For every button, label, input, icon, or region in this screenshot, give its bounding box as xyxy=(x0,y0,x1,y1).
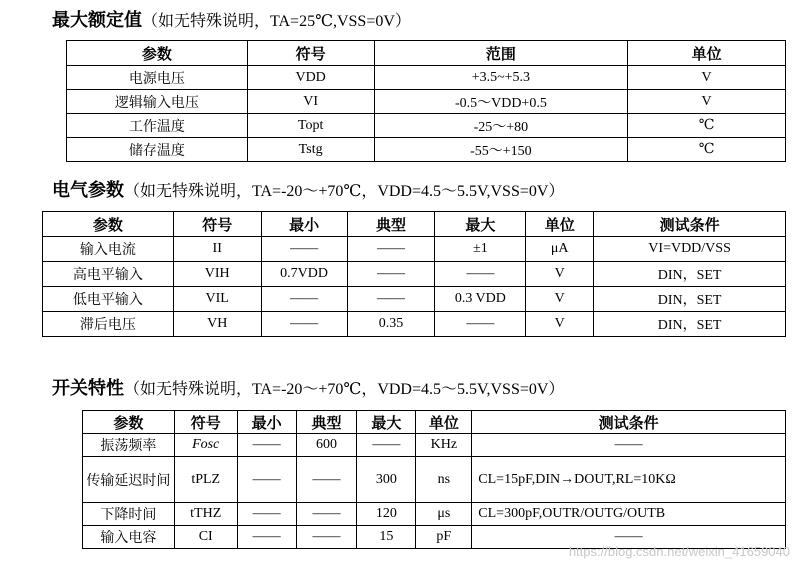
table-cell: V xyxy=(526,312,594,337)
table-cell: —— xyxy=(472,434,786,457)
table-cell: —— xyxy=(435,312,526,337)
table-row xyxy=(67,90,786,114)
table-cell: -25～+80 xyxy=(374,114,628,138)
table-cell: 储存温度 xyxy=(67,138,248,162)
table-header-row xyxy=(83,411,786,434)
table-row xyxy=(43,262,786,287)
header-cell: 符号 xyxy=(247,41,374,66)
table-cell: 15 xyxy=(357,526,416,549)
table-cell: V xyxy=(526,262,594,287)
table-cell: 高电平输入 xyxy=(43,262,174,287)
table-cell: —— xyxy=(435,262,526,287)
header-cell: 参数 xyxy=(67,41,248,66)
table-row xyxy=(83,503,786,526)
table-cell: V xyxy=(628,66,786,90)
table-cell: —— xyxy=(296,503,357,526)
table-row xyxy=(43,312,786,337)
header-cell: 符号 xyxy=(173,212,261,237)
table-cell: 工作温度 xyxy=(67,114,248,138)
header-cell: 参数 xyxy=(43,212,174,237)
table-row xyxy=(83,457,786,503)
table-cell: —— xyxy=(237,526,296,549)
table-cell: —— xyxy=(472,526,786,549)
table-cell: ℃ xyxy=(628,114,786,138)
section2-note: （如无特殊说明，TA=-20～+70℃，VDD=4.5～5.5V,VSS=0V） xyxy=(124,183,565,200)
table-cell: 120 xyxy=(357,503,416,526)
table-cell: V xyxy=(526,287,594,312)
section1-title: 最大额定值 xyxy=(52,10,142,31)
header-cell: 范围 xyxy=(374,41,628,66)
table-cell: pF xyxy=(416,526,472,549)
table-cell: KHz xyxy=(416,434,472,457)
table-cell: —— xyxy=(296,457,357,503)
table-cell: II xyxy=(173,237,261,262)
table-cell: V xyxy=(628,90,786,114)
header-cell: 测试条件 xyxy=(472,411,786,434)
section3-heading xyxy=(52,374,564,400)
table-cell: CL=300pF,OUTR/OUTG/OUTB xyxy=(472,503,786,526)
header-cell: 符号 xyxy=(174,411,237,434)
header-cell: 最小 xyxy=(237,411,296,434)
header-cell: 最大 xyxy=(357,411,416,434)
table-cell: VIH xyxy=(173,262,261,287)
header-cell: 典型 xyxy=(347,212,435,237)
table-cell: —— xyxy=(347,237,435,262)
table-cell: VDD xyxy=(247,66,374,90)
table-cell: —— xyxy=(357,434,416,457)
table-cell: DIN，SET xyxy=(594,287,786,312)
table-cell: DIN，SET xyxy=(594,262,786,287)
table-row xyxy=(67,66,786,90)
table-cell: Topt xyxy=(247,114,374,138)
table-cell: —— xyxy=(261,237,347,262)
header-cell: 测试条件 xyxy=(594,212,786,237)
table-cell: +3.5~+5.3 xyxy=(374,66,628,90)
table-cell: —— xyxy=(347,262,435,287)
watermark: https://blog.csdn.net/weixin_41659040 xyxy=(568,544,790,559)
table-cell: —— xyxy=(237,434,296,457)
table-cell: tPLZ xyxy=(174,457,237,503)
table-cell: Fosc xyxy=(174,434,237,457)
table-cell: 电源电压 xyxy=(67,66,248,90)
table-cell: ±1 xyxy=(435,237,526,262)
table-cell: -55～+150 xyxy=(374,138,628,162)
section1-heading xyxy=(52,6,411,32)
table-cell: 传输延迟时间 xyxy=(83,457,175,503)
table-row xyxy=(67,114,786,138)
header-cell: 单位 xyxy=(526,212,594,237)
section3-note: （如无特殊说明，TA=-20～+70℃，VDD=4.5～5.5V,VSS=0V） xyxy=(124,381,565,398)
table-header-row xyxy=(43,212,786,237)
table-cell: —— xyxy=(237,503,296,526)
table-row xyxy=(67,138,786,162)
table-cell: 0.35 xyxy=(347,312,435,337)
table-cell: 0.7VDD xyxy=(261,262,347,287)
table-cell: VI=VDD/VSS xyxy=(594,237,786,262)
header-cell: 最大 xyxy=(435,212,526,237)
table-cell: μs xyxy=(416,503,472,526)
max-ratings-table xyxy=(66,40,786,162)
table-row xyxy=(43,287,786,312)
table-cell: —— xyxy=(237,457,296,503)
table-cell: —— xyxy=(261,287,347,312)
table-cell: ns xyxy=(416,457,472,503)
table-cell: 振荡频率 xyxy=(83,434,175,457)
table-cell: 滞后电压 xyxy=(43,312,174,337)
table-row xyxy=(43,237,786,262)
table-cell: μA xyxy=(526,237,594,262)
table-cell: —— xyxy=(296,526,357,549)
header-cell: 单位 xyxy=(416,411,472,434)
table-cell: —— xyxy=(347,287,435,312)
table-cell: VH xyxy=(173,312,261,337)
table-cell: 输入电流 xyxy=(43,237,174,262)
table-cell: VI xyxy=(247,90,374,114)
electrical-params-table xyxy=(42,211,786,337)
table-cell: ℃ xyxy=(628,138,786,162)
section2-heading xyxy=(52,176,564,202)
table-header-row xyxy=(67,41,786,66)
table-cell: DIN，SET xyxy=(594,312,786,337)
section1-note: （如无特殊说明，TA=25℃,VSS=0V） xyxy=(142,13,411,30)
table-cell: 逻辑输入电压 xyxy=(67,90,248,114)
table-cell: 0.3 VDD xyxy=(435,287,526,312)
table-cell: 600 xyxy=(296,434,357,457)
table-cell: -0.5～VDD+0.5 xyxy=(374,90,628,114)
table-cell: Tstg xyxy=(247,138,374,162)
switching-characteristics-table xyxy=(82,410,786,549)
table-row xyxy=(83,434,786,457)
header-cell: 典型 xyxy=(296,411,357,434)
section2-title: 电气参数 xyxy=(52,180,124,201)
table-cell: 输入电容 xyxy=(83,526,175,549)
table-cell: VIL xyxy=(173,287,261,312)
table-cell: 下降时间 xyxy=(83,503,175,526)
header-cell: 单位 xyxy=(628,41,786,66)
table-cell: tTHZ xyxy=(174,503,237,526)
table-cell: CL=15pF,DIN→DOUT,RL=10KΩ xyxy=(472,457,786,503)
header-cell: 最小 xyxy=(261,212,347,237)
table-cell: CI xyxy=(174,526,237,549)
table-cell: 300 xyxy=(357,457,416,503)
header-cell: 参数 xyxy=(83,411,175,434)
table-cell: 低电平输入 xyxy=(43,287,174,312)
table-cell: —— xyxy=(261,312,347,337)
section3-title: 开关特性 xyxy=(52,378,124,399)
